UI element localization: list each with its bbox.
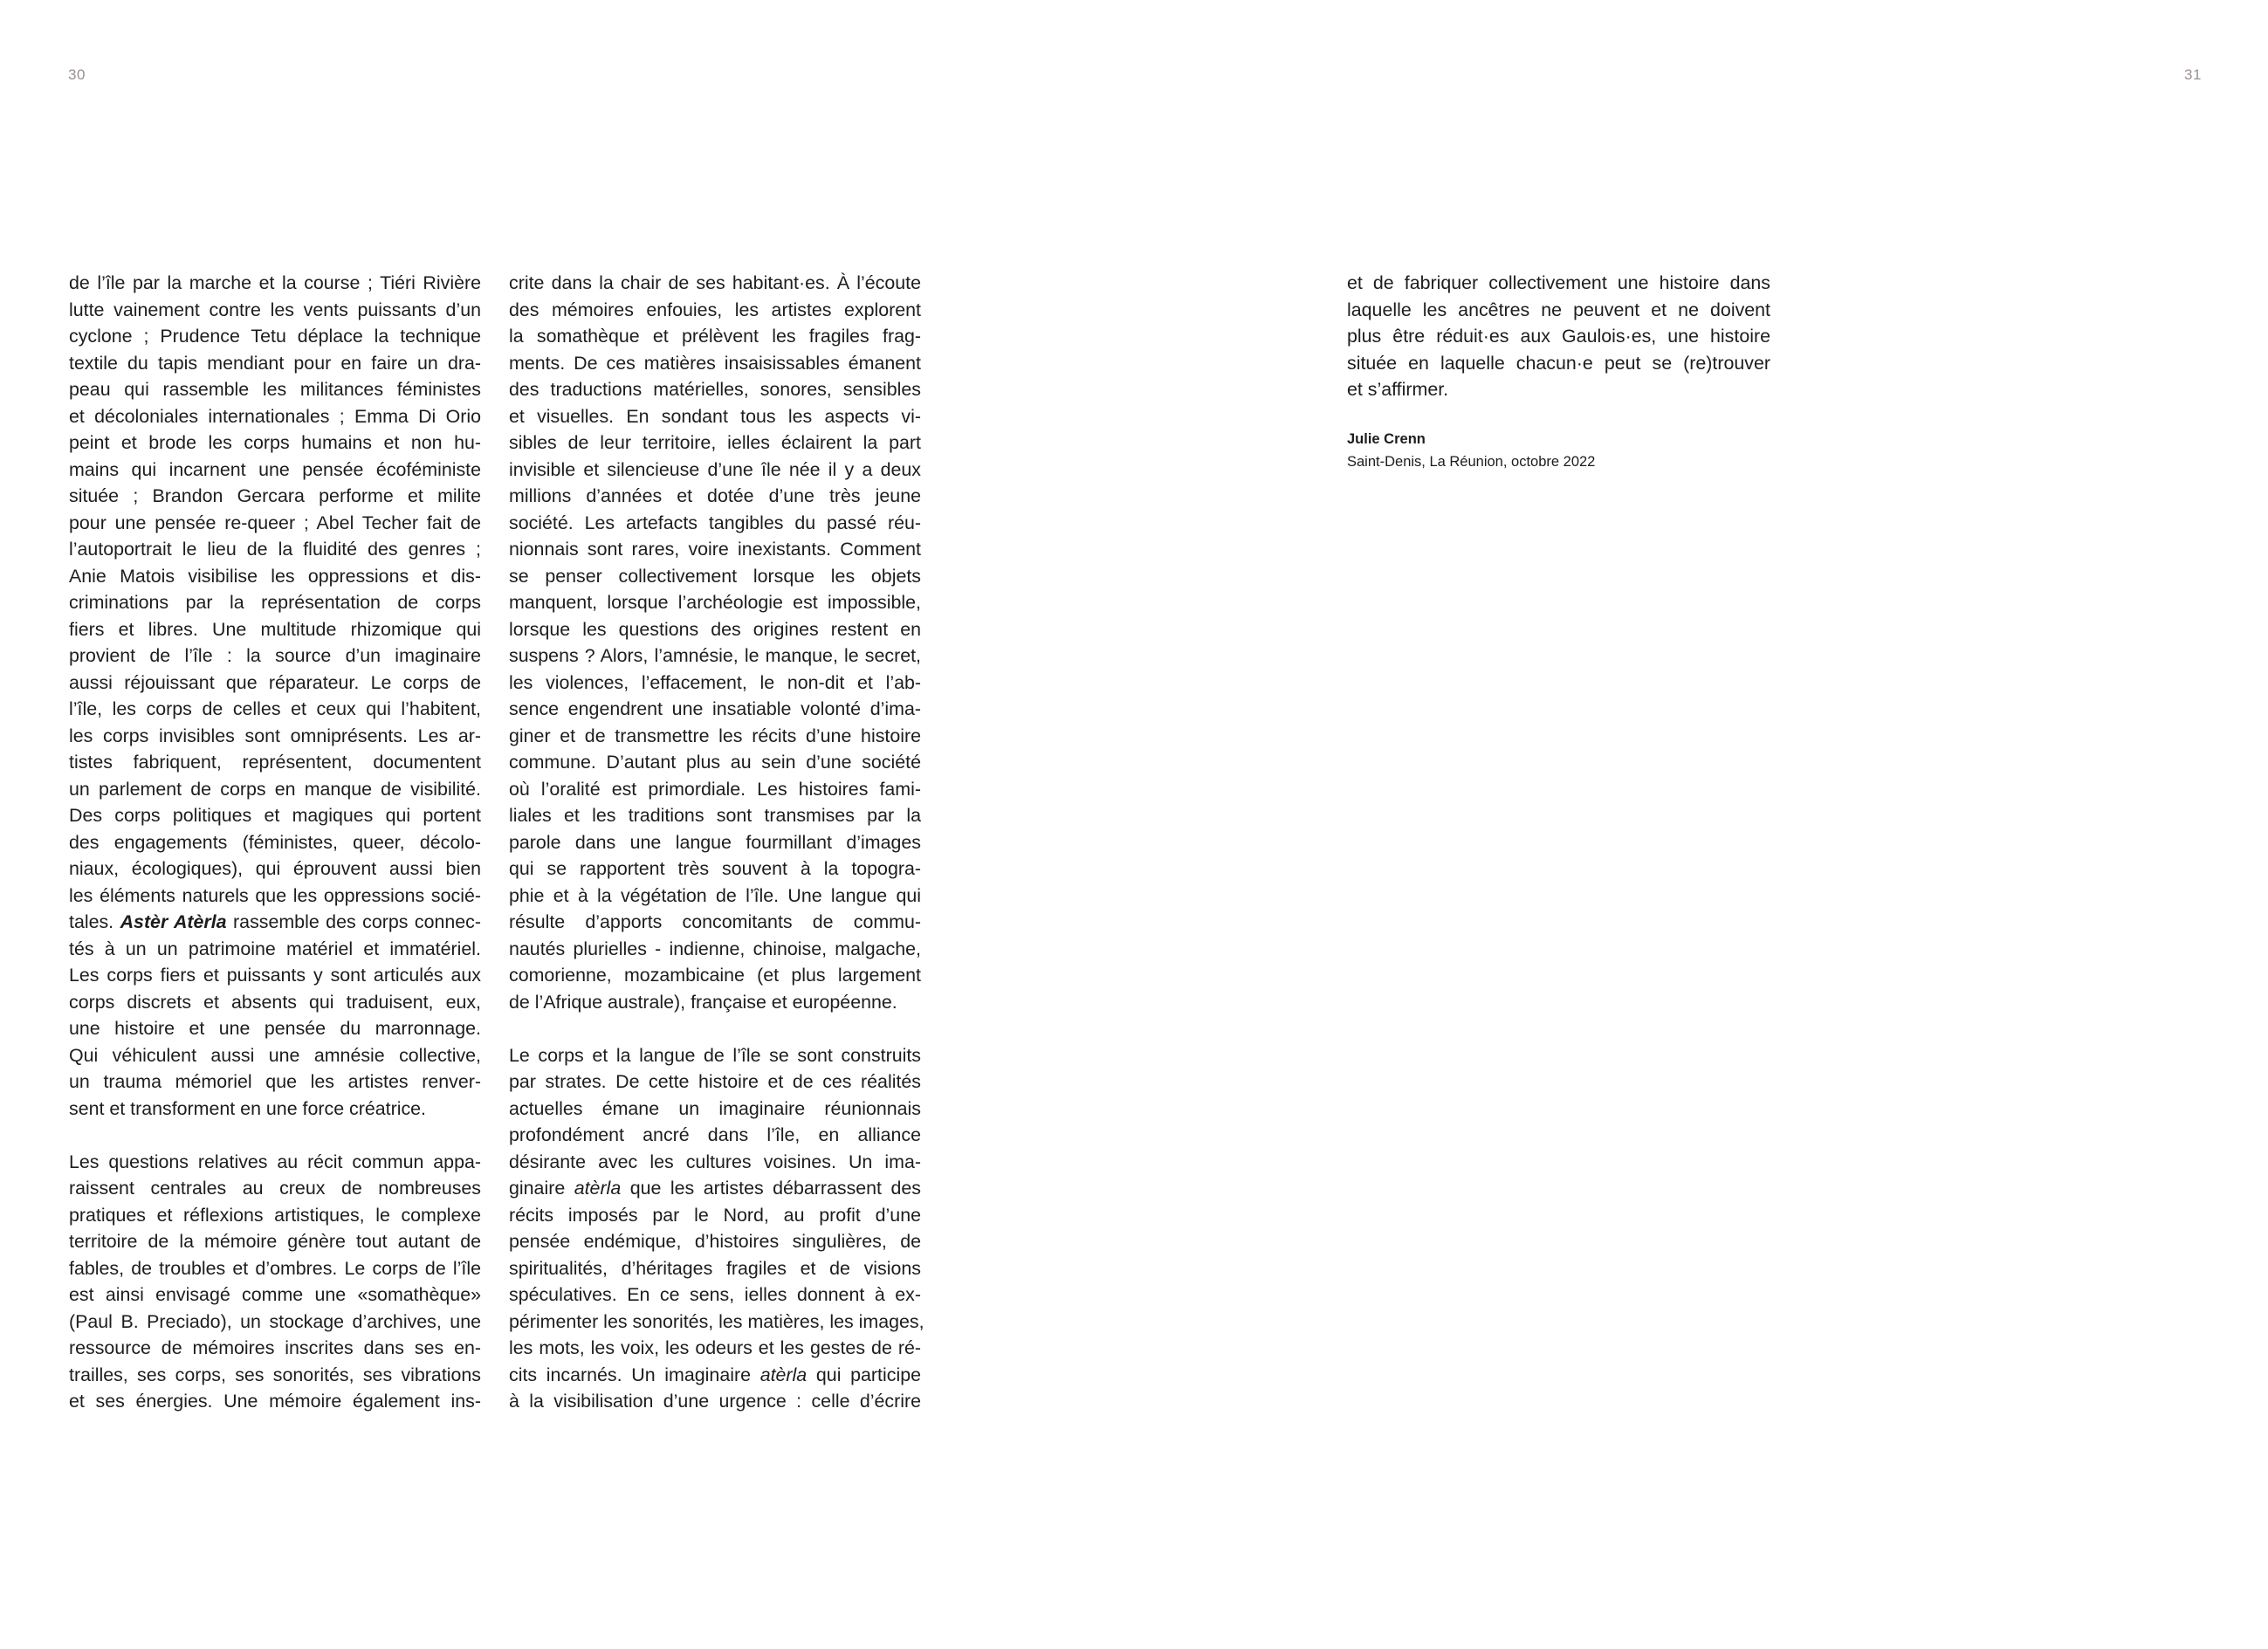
text-line: nautés plurielles - indienne, chinoise, malgache, [509,938,921,959]
text-line: Qui véhiculent aussi une amnésie collective, [69,1044,481,1066]
text-line: un parlement de corps en manque de visibilité. [69,778,481,800]
text-line: Les corps fiers et puissants y sont articulés aux [69,965,481,986]
text-line: corps discrets et absents qui traduisent, eux, [69,991,481,1013]
text-line: tés à un un patrimoine matériel et immatériel. [69,938,481,959]
text-line: Des corps politiques et magiques qui portent [69,805,481,826]
text-line: de l’Afrique australe), française et européenne. [509,991,897,1013]
text-line: aussi réjouissant que réparateur. Le corps de [69,671,481,693]
paragraph [69,270,481,1122]
text-line: résulte d’apports concomitants de commu- [509,911,921,932]
text-line: trailles, ses corps, ses sonorités, ses vibrations [69,1364,481,1385]
text-line: les éléments naturels que les oppressions socié- [69,884,481,906]
text-line: raissent centrales au creux de nombreuses [69,1178,481,1199]
text-line: fiers et libres. Une multitude rhizomique qui [69,618,481,640]
text-line: des traductions matérielles, sonores, sensibles [509,379,921,400]
text-line: pratiques et réflexions artistiques, le complexe [69,1204,481,1226]
paragraph [1347,270,1770,403]
text-line: laquelle les ancêtres ne peuvent et ne doivent [1347,299,1770,320]
paragraph [509,1042,924,1415]
text-line: Anie Matois visibilise les oppressions et dis- [69,565,481,587]
text-line: spéculatives. En ce sens, ielles donnent à ex- [509,1284,921,1305]
text-line: criminations par la représentation de corps [69,592,481,613]
text-line: des mémoires enfouies, les artistes explorent [509,299,921,320]
text-line: l’île, les corps de celles et ceux qui l’habitent, [69,698,481,719]
text-line: où l’oralité est primordiale. Les histoires fami- [509,778,921,800]
text-line: niaux, écologiques), qui éprouvent aussi bien [69,858,481,879]
text-line: et de fabriquer collectivement une histoire dans [1347,272,1770,293]
text-line: provient de l’île : la source d’un imaginaire [69,645,481,666]
text-line: sence engendrent une insatiable volonté d’ima- [509,698,921,719]
text-line: mains qui incarnent une pensée écoféministe [69,458,481,480]
text-line: cyclone ; Prudence Tetu déplace la technique [69,326,481,347]
text-line: tales. Astèr Atèrla rassemble des corps connec- [69,911,482,932]
text-column-3 [1347,270,1770,429]
text-line: ginaire atèrla que les artistes débarrassent des [509,1178,921,1199]
text-line: plus être réduit·es aux Gaulois·es, une histoire [1347,326,1770,347]
text-line: périmenter les sonorités, les matières, les images, [509,1310,924,1332]
text-line: phie et à la végétation de l’île. Une langue qui [509,884,921,906]
text-line: sibles de leur territoire, ielles éclairent la part [509,432,921,453]
text-line: Les questions relatives au récit commun appa- [69,1151,481,1172]
text-line: l’autoportrait le lieu de la fluidité des genres ; [69,539,481,560]
text-line: invisible et silencieuse d’une île née il y a deux [509,458,921,480]
text-line: de l’île par la marche et la course ; Tiéri Rivière [69,272,481,293]
paragraph [509,270,921,1015]
text-line: se penser collectivement lorsque les objets [509,565,921,587]
page-number-right: 31 [2184,66,2202,83]
author-name: Julie Crenn [1347,431,1426,447]
text-line: désirante avec les cultures voisines. Un ima- [509,1151,921,1172]
place-date: Saint-Denis, La Réunion, octobre 2022 [1347,454,1596,470]
text-line: est ainsi envisagé comme une «somathèque» [69,1284,481,1305]
text-line: la somathèque et prélèvent les fragiles frag- [509,326,921,347]
text-line: fables, de troubles et d’ombres. Le corps de l’île [69,1257,481,1279]
text-line: Le corps et la langue de l’île se sont construits [509,1044,921,1066]
text-line: liales et les traditions sont transmises par la [509,805,921,826]
text-line: crite dans la chair de ses habitant·es. À l’écoute [509,272,921,293]
text-line: spiritualités, d’héritages fragiles et de visions [509,1257,921,1279]
page-number-left: 30 [68,66,86,83]
text-line: profondément ancré dans l’île, en alliance [509,1124,921,1145]
text-line: les corps invisibles sont omniprésents. Les ar- [69,725,481,746]
text-line: et visuelles. En sondant tous les aspects vi- [509,405,921,427]
italic-term: atèrla [759,1364,808,1385]
text-line: sent et transforment en une force créatrice. [69,1097,427,1119]
text-line: ments. De ces matières insaisissables émanent [509,352,921,374]
text-line: commune. D’autant plus au sein d’une société [509,752,921,773]
text-line: tistes fabriquent, représentent, documentent [69,752,481,773]
text-column-1 [69,270,481,1441]
signature-block [1347,428,1595,473]
text-line: textile du tapis mendiant pour en faire un dra- [69,352,481,374]
text-line: une histoire et une pensée du marronnage. [69,1018,481,1039]
text-line: lorsque les questions des origines restent en [509,618,921,640]
text-line: un trauma mémoriel que les artistes renver- [69,1071,481,1092]
text-line: manquent, lorsque l’archéologie est impossible, [509,592,921,613]
text-line: et s’affirmer. [1347,379,1449,400]
text-line: comorienne, mozambicaine (et plus largement [509,965,921,986]
text-line: et décoloniales internationales ; Emma Di Orio [69,405,481,427]
text-line: peint et brode les corps humains et non hu- [69,432,481,453]
text-line: nionnais sont rares, voire inexistants. Comment [509,539,921,560]
text-line: pour une pensée re-queer ; Abel Techer fait de [69,512,481,533]
text-line: des engagements (féministes, queer, décolo- [69,831,481,853]
text-line: millions d’années et dotée d’une très jeune [509,485,921,506]
text-line: à la visibilisation d’une urgence : celle d’écrire [509,1391,921,1412]
text-line: actuelles émane un imaginaire réunionnais [509,1097,921,1119]
paragraph [69,1149,481,1415]
text-line: les violences, l’effacement, le non-dit et l’ab- [509,671,921,693]
text-line: lutte vainement contre les vents puissants d’un [69,299,481,320]
text-column-2 [509,270,924,1441]
text-line: par strates. De cette histoire et de ces réalités [509,1071,921,1092]
text-line: (Paul B. Preciado), un stockage d’archives, une [69,1310,481,1332]
text-line: cits incarnés. Un imaginaire atèrla qui participe [509,1364,921,1385]
text-line: située en laquelle chacun·e peut se (re)trouver [1347,352,1770,374]
text-line: récits imposés par le Nord, au profit d’une [509,1204,921,1226]
text-line: pensée endémique, d’histoires singulières, de [509,1231,921,1252]
text-line: située ; Brandon Gercara performe et milite [69,485,481,506]
text-line: giner et de transmettre les récits d’une histoire [509,725,921,746]
text-line: ressource de mémoires inscrites dans ses en- [69,1337,481,1358]
exhibition-title: Astèr Atèrla [120,911,227,932]
text-line: suspens ? Alors, l’amnésie, le manque, le secret, [509,645,921,666]
text-line: territoire de la mémoire génère tout autant de [69,1231,481,1252]
text-line: les mots, les voix, les odeurs et les gestes de ré- [509,1337,921,1358]
text-line: parole dans une langue fourmillant d’images [509,831,921,853]
italic-term: atèrla [574,1178,622,1199]
text-line: peau qui rassemble les militances féministes [69,379,481,400]
text-line: et ses énergies. Une mémoire également ins- [69,1391,481,1412]
text-line: qui se rapportent très souvent à la topogra- [509,858,921,879]
text-line: société. Les artefacts tangibles du passé réu- [509,512,921,533]
